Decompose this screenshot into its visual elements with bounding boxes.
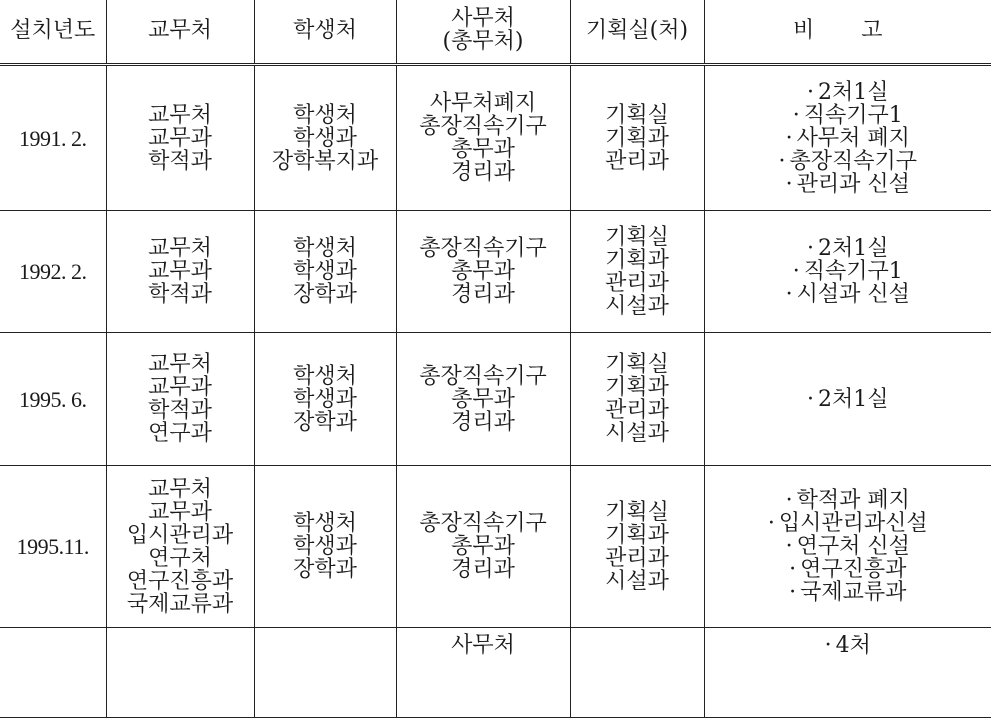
student-cell xyxy=(254,65,396,211)
academic-cell xyxy=(106,211,254,333)
student-cell xyxy=(254,333,396,466)
academic-line: 연구과 xyxy=(107,422,254,445)
header-academic: 교무처 xyxy=(106,0,254,65)
student-line: 학생처 xyxy=(255,512,396,535)
office-line: 경리과 xyxy=(397,558,570,581)
header-office xyxy=(396,0,570,65)
note-text: 2처1실 xyxy=(818,236,889,261)
planning-line: 기획과 xyxy=(571,524,704,547)
header-office-line: (총무처) xyxy=(397,30,570,53)
note-text: 직속기구1 xyxy=(804,103,903,128)
academic-line: 교무처 xyxy=(107,353,254,376)
note-cell xyxy=(704,466,991,628)
planning-line: 기획실 xyxy=(571,353,704,376)
planning-cell xyxy=(570,333,704,466)
note-line xyxy=(705,81,991,104)
header-note: 비 고 xyxy=(704,0,991,65)
note-text: 직속기구1 xyxy=(804,259,903,284)
office-line: 경리과 xyxy=(397,283,570,306)
office-line: 총무과 xyxy=(397,260,570,283)
student-cell xyxy=(254,466,396,628)
office-line: 총장직속기구 xyxy=(397,365,570,388)
header-office-line: 사무처 xyxy=(397,7,570,30)
academic-cell xyxy=(106,466,254,628)
office-cell xyxy=(396,466,570,628)
bullet-mark: · xyxy=(807,236,814,261)
note-line xyxy=(705,127,991,150)
table-body xyxy=(0,65,991,718)
planning-line: 시설과 xyxy=(571,570,704,593)
note-text: 입시관리과신설 xyxy=(779,511,928,536)
header-student: 학생처 xyxy=(254,0,396,65)
bullet-mark: · xyxy=(825,633,832,658)
planning-line: 시설과 xyxy=(571,295,704,318)
office-cell xyxy=(396,628,570,718)
note-text: 2처1실 xyxy=(818,80,889,105)
academic-cell xyxy=(106,65,254,211)
bullet-mark: · xyxy=(786,282,793,307)
note-line xyxy=(705,489,991,512)
header-planning: 기획실(처) xyxy=(570,0,704,65)
student-line: 장학과 xyxy=(255,411,396,434)
note-text: 시설과 신설 xyxy=(797,282,910,307)
student-cell xyxy=(254,211,396,333)
academic-line: 국제교류과 xyxy=(107,593,254,616)
bullet-mark: · xyxy=(786,126,793,151)
planning-line: 기획실 xyxy=(571,104,704,127)
table-row xyxy=(0,65,991,211)
planning-cell xyxy=(570,211,704,333)
academic-line: 입시관리과 xyxy=(107,524,254,547)
note-text: 학적과 폐지 xyxy=(797,488,910,513)
note-line xyxy=(705,512,991,535)
table-header-row xyxy=(0,0,991,65)
office-line: 총무과 xyxy=(397,388,570,411)
student-cell xyxy=(254,628,396,718)
table-row xyxy=(0,211,991,333)
note-cell xyxy=(704,211,991,333)
student-line: 학생과 xyxy=(255,127,396,150)
bullet-mark: · xyxy=(807,80,814,105)
student-line: 학생과 xyxy=(255,535,396,558)
note-text: 사무처 폐지 xyxy=(797,126,910,151)
planning-line: 관리과 xyxy=(571,547,704,570)
office-line: 총무과 xyxy=(397,138,570,161)
planning-line: 관리과 xyxy=(571,399,704,422)
planning-line: 시설과 xyxy=(571,422,704,445)
planning-line: 기획실 xyxy=(571,226,704,249)
office-cell xyxy=(396,333,570,466)
note-text: 4처 xyxy=(836,633,871,658)
note-cell xyxy=(704,65,991,211)
academic-line: 연구처 xyxy=(107,547,254,570)
office-cell xyxy=(396,65,570,211)
academic-line: 학적과 xyxy=(107,150,254,173)
note-line xyxy=(705,388,991,411)
academic-line: 교무처 xyxy=(107,237,254,260)
academic-line: 교무과 xyxy=(107,501,254,524)
note-line xyxy=(705,173,991,196)
planning-cell xyxy=(570,65,704,211)
student-line: 장학복지과 xyxy=(255,150,396,173)
year-cell xyxy=(0,628,106,718)
student-line: 장학과 xyxy=(255,558,396,581)
note-line xyxy=(705,634,991,657)
bullet-mark: · xyxy=(778,149,785,174)
planning-cell xyxy=(570,628,704,718)
year-cell: 1991. 2. xyxy=(0,65,106,211)
planning-line: 관리과 xyxy=(571,272,704,295)
planning-cell xyxy=(570,466,704,628)
table-row xyxy=(0,628,991,718)
office-line: 총장직속기구 xyxy=(397,237,570,260)
year-cell: 1995. 6. xyxy=(0,333,106,466)
planning-line: 기획과 xyxy=(571,376,704,399)
academic-line: 교무과 xyxy=(107,260,254,283)
note-line xyxy=(705,535,991,558)
student-line: 학생처 xyxy=(255,365,396,388)
note-cell xyxy=(704,333,991,466)
header-year: 설치년도 xyxy=(0,0,106,65)
student-line: 장학과 xyxy=(255,283,396,306)
note-line xyxy=(705,237,991,260)
bullet-mark: · xyxy=(807,387,814,412)
academic-line: 교무과 xyxy=(107,376,254,399)
bullet-mark: · xyxy=(793,259,800,284)
office-line: 총무과 xyxy=(397,535,570,558)
student-line: 학생처 xyxy=(255,104,396,127)
note-text: 국제교류과 xyxy=(800,580,906,605)
academic-line: 교무과 xyxy=(107,127,254,150)
note-line xyxy=(705,150,991,173)
table-row xyxy=(0,466,991,628)
bullet-mark: · xyxy=(793,103,800,128)
student-line: 학생과 xyxy=(255,260,396,283)
note-cell xyxy=(704,628,991,718)
bullet-mark: · xyxy=(789,557,796,582)
academic-line: 학적과 xyxy=(107,399,254,422)
office-line: 사무처 xyxy=(397,634,570,657)
note-text: 2처1실 xyxy=(818,387,889,412)
academic-line: 학적과 xyxy=(107,283,254,306)
bullet-mark: · xyxy=(768,511,775,536)
academic-line: 교무처 xyxy=(107,104,254,127)
planning-line: 기획실 xyxy=(571,501,704,524)
bullet-mark: · xyxy=(786,488,793,513)
academic-line: 교무처 xyxy=(107,478,254,501)
office-line: 경리과 xyxy=(397,411,570,434)
student-line: 학생처 xyxy=(255,237,396,260)
note-text: 연구진흥과 xyxy=(800,557,906,582)
note-line xyxy=(705,260,991,283)
academic-cell xyxy=(106,628,254,718)
bullet-mark: · xyxy=(786,534,793,559)
note-text: 총장직속기구 xyxy=(789,149,917,174)
academic-cell xyxy=(106,333,254,466)
note-line xyxy=(705,558,991,581)
note-line xyxy=(705,283,991,306)
planning-line: 기획과 xyxy=(571,249,704,272)
planning-line: 관리과 xyxy=(571,150,704,173)
office-line: 총장직속기구 xyxy=(397,512,570,535)
planning-line: 기획과 xyxy=(571,127,704,150)
note-line xyxy=(705,104,991,127)
bullet-mark: · xyxy=(789,580,796,605)
office-cell xyxy=(396,211,570,333)
year-cell: 1992. 2. xyxy=(0,211,106,333)
office-line: 경리과 xyxy=(397,161,570,184)
academic-line: 연구진흥과 xyxy=(107,570,254,593)
bullet-mark: · xyxy=(786,172,793,197)
office-line: 총장직속기구 xyxy=(397,115,570,138)
note-text: 관리과 신설 xyxy=(797,172,910,197)
student-line: 학생과 xyxy=(255,388,396,411)
year-cell: 1995.11. xyxy=(0,466,106,628)
table-row xyxy=(0,333,991,466)
note-text: 연구처 신설 xyxy=(797,534,910,559)
note-line xyxy=(705,581,991,604)
office-line: 사무처폐지 xyxy=(397,92,570,115)
